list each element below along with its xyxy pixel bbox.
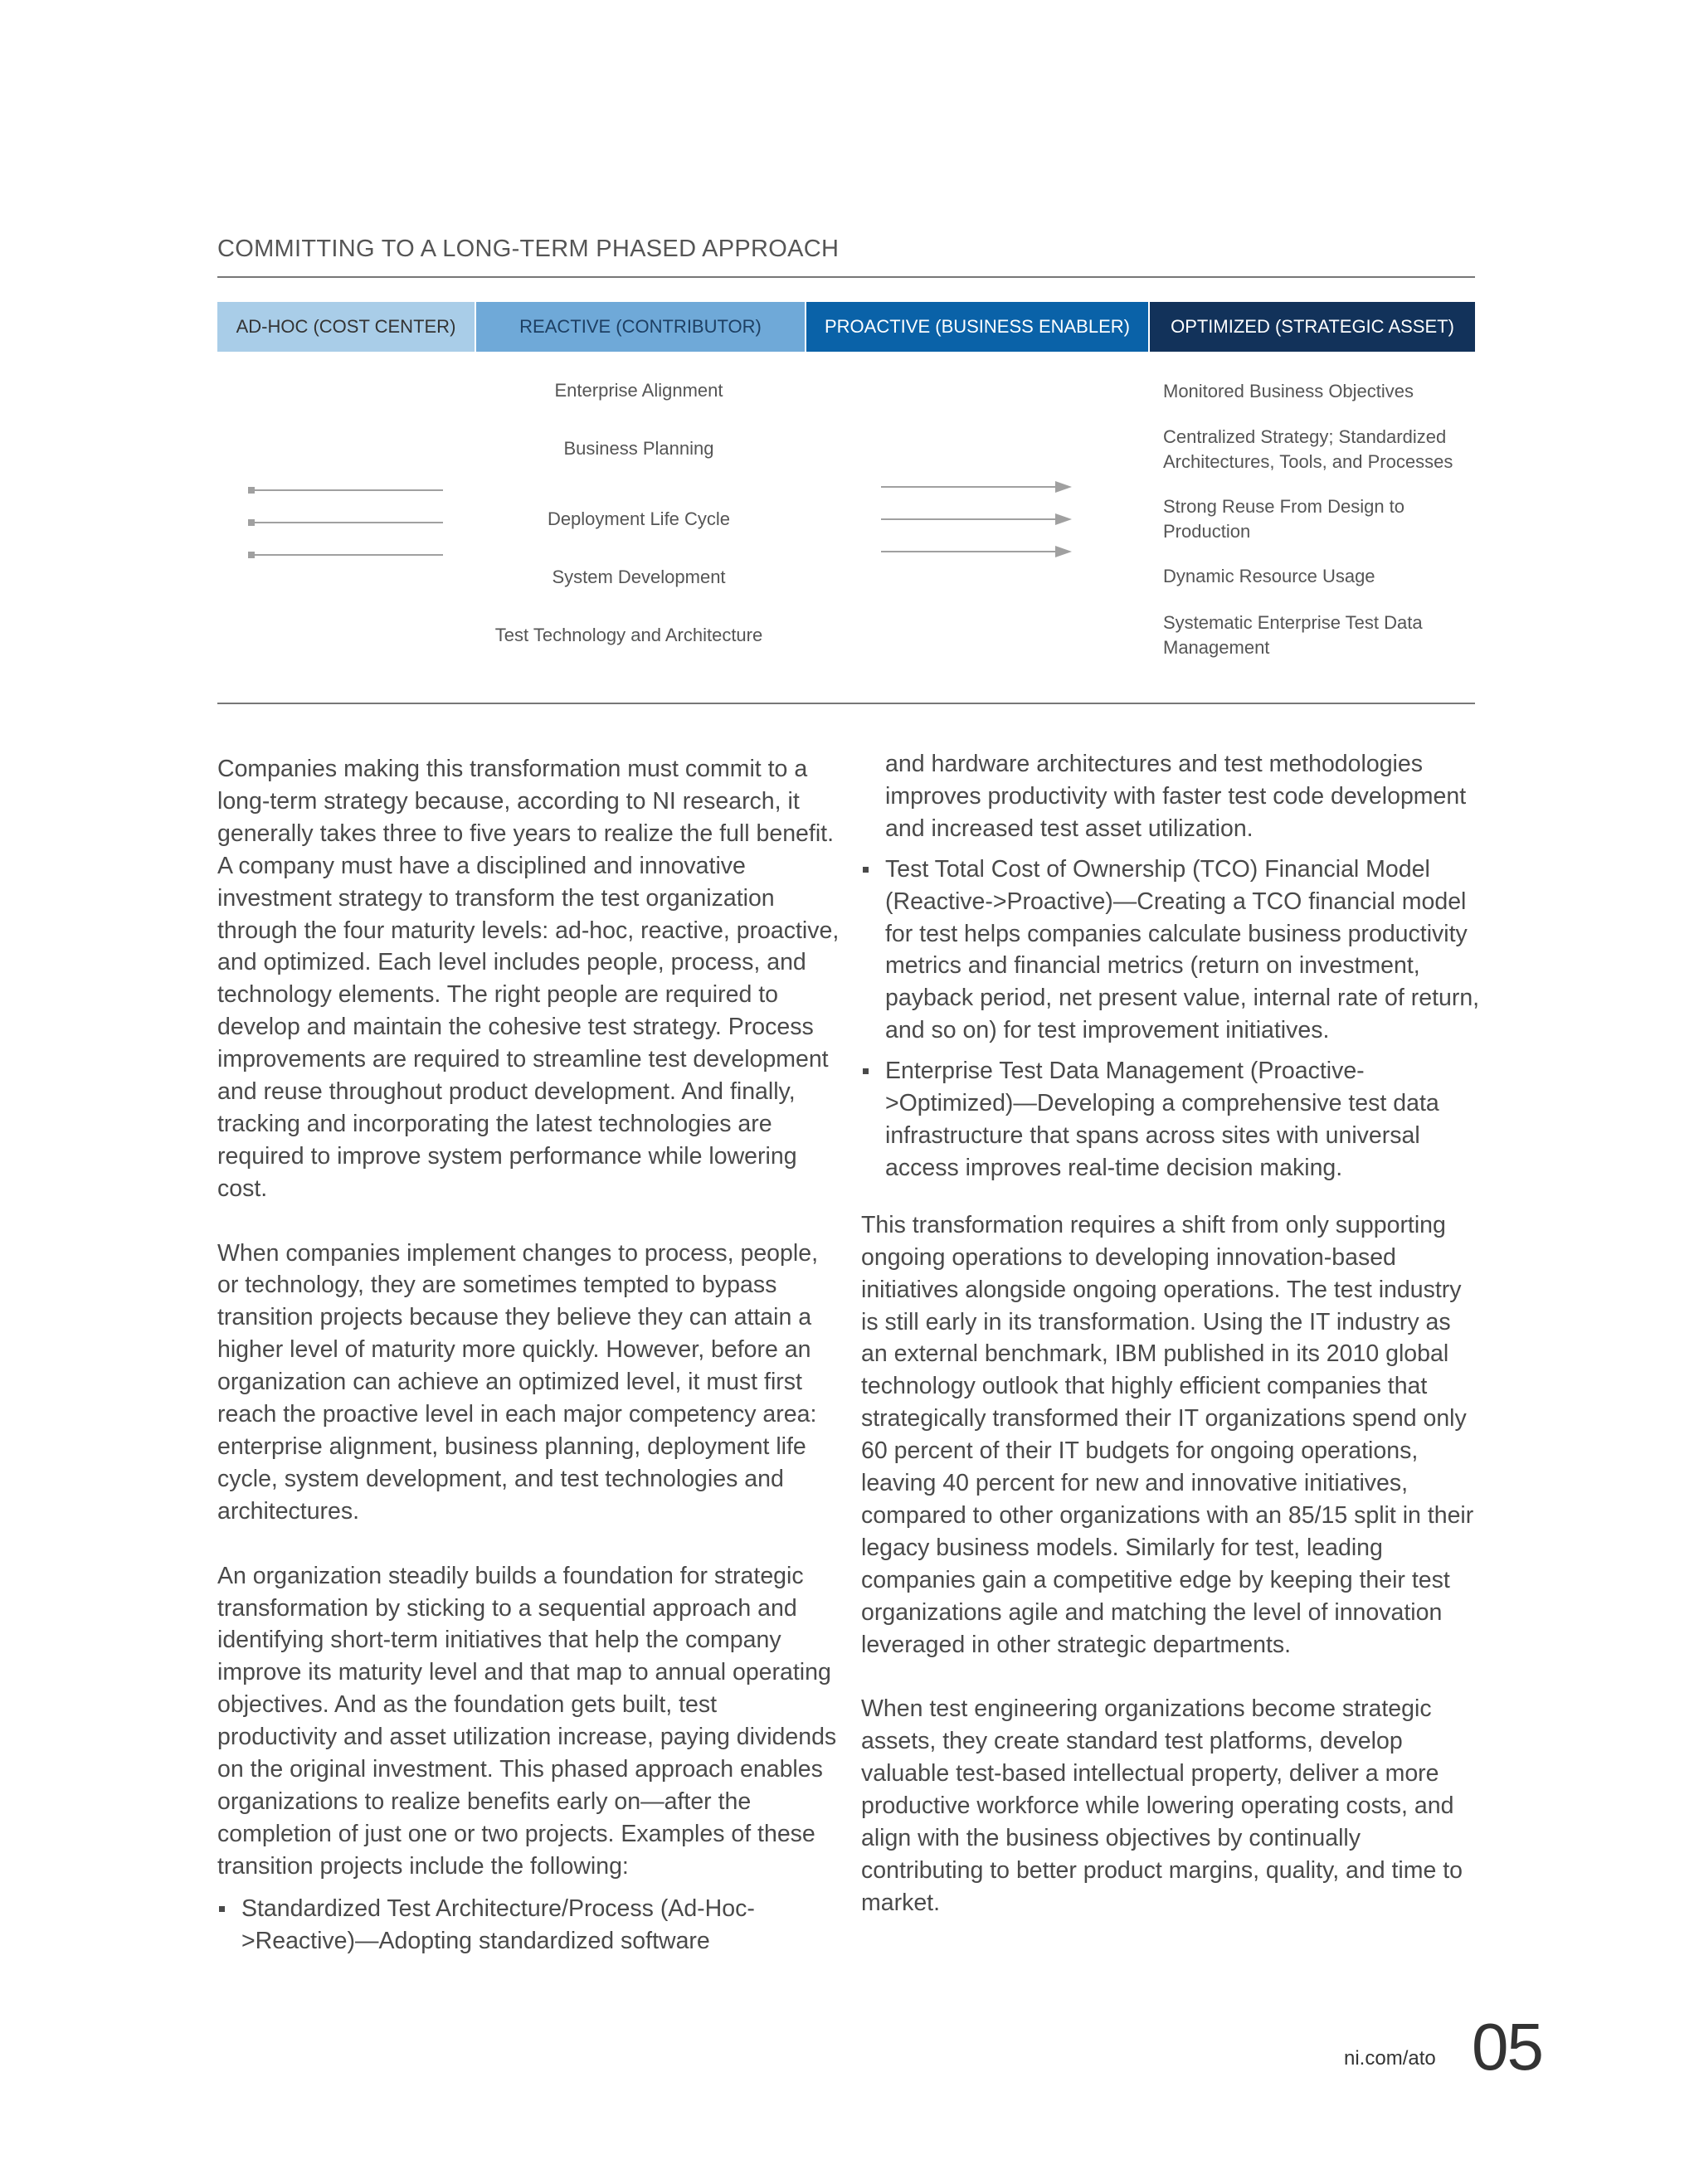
right-bullet-list — [861, 854, 1483, 1184]
figure-title: COMMITTING TO A LONG-TERM PHASED APPROACH — [217, 236, 840, 262]
right-paragraph-2: When test engineering organizations become strategic assets, they create standard test platforms, develop valuable test-based intellectual property, deliver a more productive workforce while lowering operating costs, and align with the business objectives by continually contributing to better product margins, quality, and time to market. — [861, 1695, 1463, 1916]
left-bullet-list — [217, 1893, 840, 1958]
outcome-monitored-objectives: Monitored Business Objectives — [1163, 381, 1414, 401]
outcome-strong-reuse: Strong Reuse From Design to Production — [1163, 496, 1405, 542]
figure-top-rule — [217, 276, 1475, 278]
bullet-enterprise-test-data: Enterprise Test Data Management (Proactive->Optimized)—Developing a comprehensive test data infrastructure that spans across sites with universal access improves real-time decision making. — [861, 1055, 1483, 1184]
left-paragraph-1: Companies making this transformation must commit to a long-term strategy because, according to NI research, it generally takes three to five years to realize the full benefit. A company must have a disciplined and innovative investment strategy to transform the test organization through the four maturity levels: ad-hoc, reactive, proactive, and optimized. Each level includes people, process, and technology elements. The right people are required to develop and maintain the cohesive test strategy. Process improvements are required to streamline test development and reuse throughout product development. And finally, tracking and incorporating the latest technologies are required to improve system performance while lowering cost. — [217, 756, 840, 1202]
phase-ad-hoc: AD-HOC (COST CENTER) — [217, 302, 475, 352]
right-column — [861, 748, 1483, 1952]
right-arrowhead-1 — [1055, 481, 1072, 493]
phase-optimized: OPTIMIZED (STRATEGIC ASSET) — [1150, 302, 1475, 352]
competency-system-development: System Development — [552, 567, 726, 587]
phase-proactive: PROACTIVE (BUSINESS ENABLER) — [806, 302, 1148, 352]
figure-bottom-rule — [217, 703, 1475, 704]
right-arrowhead-3 — [1055, 546, 1072, 557]
footer-url: ni.com/ato — [1344, 2047, 1436, 2070]
transition-arrows — [217, 465, 1475, 564]
bullet-continuation: and hardware architectures and test methodologies improves productivity with faster test code development and increased test asset utilization. — [885, 751, 1467, 842]
right-arrowhead-2 — [1055, 513, 1072, 525]
left-paragraph-2: When companies implement changes to process, people, or technology, they are sometimes tempted to bypass transition projects because they believe they can attain a higher level of maturity more quickly. However, before an organization can achieve an optimized level, it must first reach the proactive level in each major competency area: enterprise alignment, business planning, deployment life cycle, system development, and test technologies and architectures. — [217, 1239, 818, 1525]
competency-business-planning: Business Planning — [563, 438, 714, 459]
left-column — [217, 753, 840, 1966]
right-paragraph-1: This transformation requires a shift from only supporting ongoing operations to developing innovation-based initiatives alongside ongoing operations. The test industry is still early in its transformation. Using the IT industry as an external benchmark, IBM published in its 2010 global technology outlook that highly efficient companies that strategically transformed their IT organizations spend only 60 percent of their IT budgets for ongoing operations, leaving 40 percent for new and innovative initiatives, compared to other organizations with an 85/15 split in their legacy business models. Similarly for test, leading companies gain a competitive edge by keeping their test organizations agile and matching the level of innovation leveraged in other strategic departments. — [861, 1211, 1474, 1658]
competency-enterprise-alignment: Enterprise Alignment — [554, 380, 723, 401]
left-line-start-1 — [249, 488, 254, 493]
page-number: 05 — [1472, 2010, 1542, 2084]
left-paragraph-3: An organization steadily builds a foundation for strategic transformation by sticking to a sequential approach and identifying short-term initiatives that help the company improve its maturity level and that map to annual operating objectives. And as the foundation gets built, test productivity and asset utilization increase, paying dividends on the original investment. This phased approach enables organizations to realize benefits early on—after the completion of just one or two projects. Examples of these transition projects include the following: — [217, 1562, 837, 1880]
phase-reactive: REACTIVE (CONTRIBUTOR) — [476, 302, 805, 352]
left-line-start-3 — [249, 552, 254, 557]
competency-deployment-life-cycle: Deployment Life Cycle — [547, 508, 731, 529]
outcome-dynamic-resource: Dynamic Resource Usage — [1163, 566, 1375, 586]
outcome-centralized-strategy: Centralized Strategy; Standardized Architectures, Tools, and Processes — [1163, 426, 1453, 472]
bullet-standardized-test-architecture: Standardized Test Architecture/Process (Ad-Hoc->Reactive)—Adopting standardized software — [217, 1893, 840, 1958]
bullet-tco-financial-model: Test Total Cost of Ownership (TCO) Financial Model (Reactive->Proactive)—Creating a TCO financial model for test helps companies calculate business productivity metrics and financial metrics (return on investment, payback period, net present value, internal rate of return, and so on) for test improvement initiatives. — [861, 854, 1483, 1047]
competency-test-technology: Test Technology and Architecture — [494, 625, 763, 645]
outcome-test-data-management: Systematic Enterprise Test Data Management — [1163, 612, 1423, 658]
left-line-start-2 — [249, 520, 254, 525]
